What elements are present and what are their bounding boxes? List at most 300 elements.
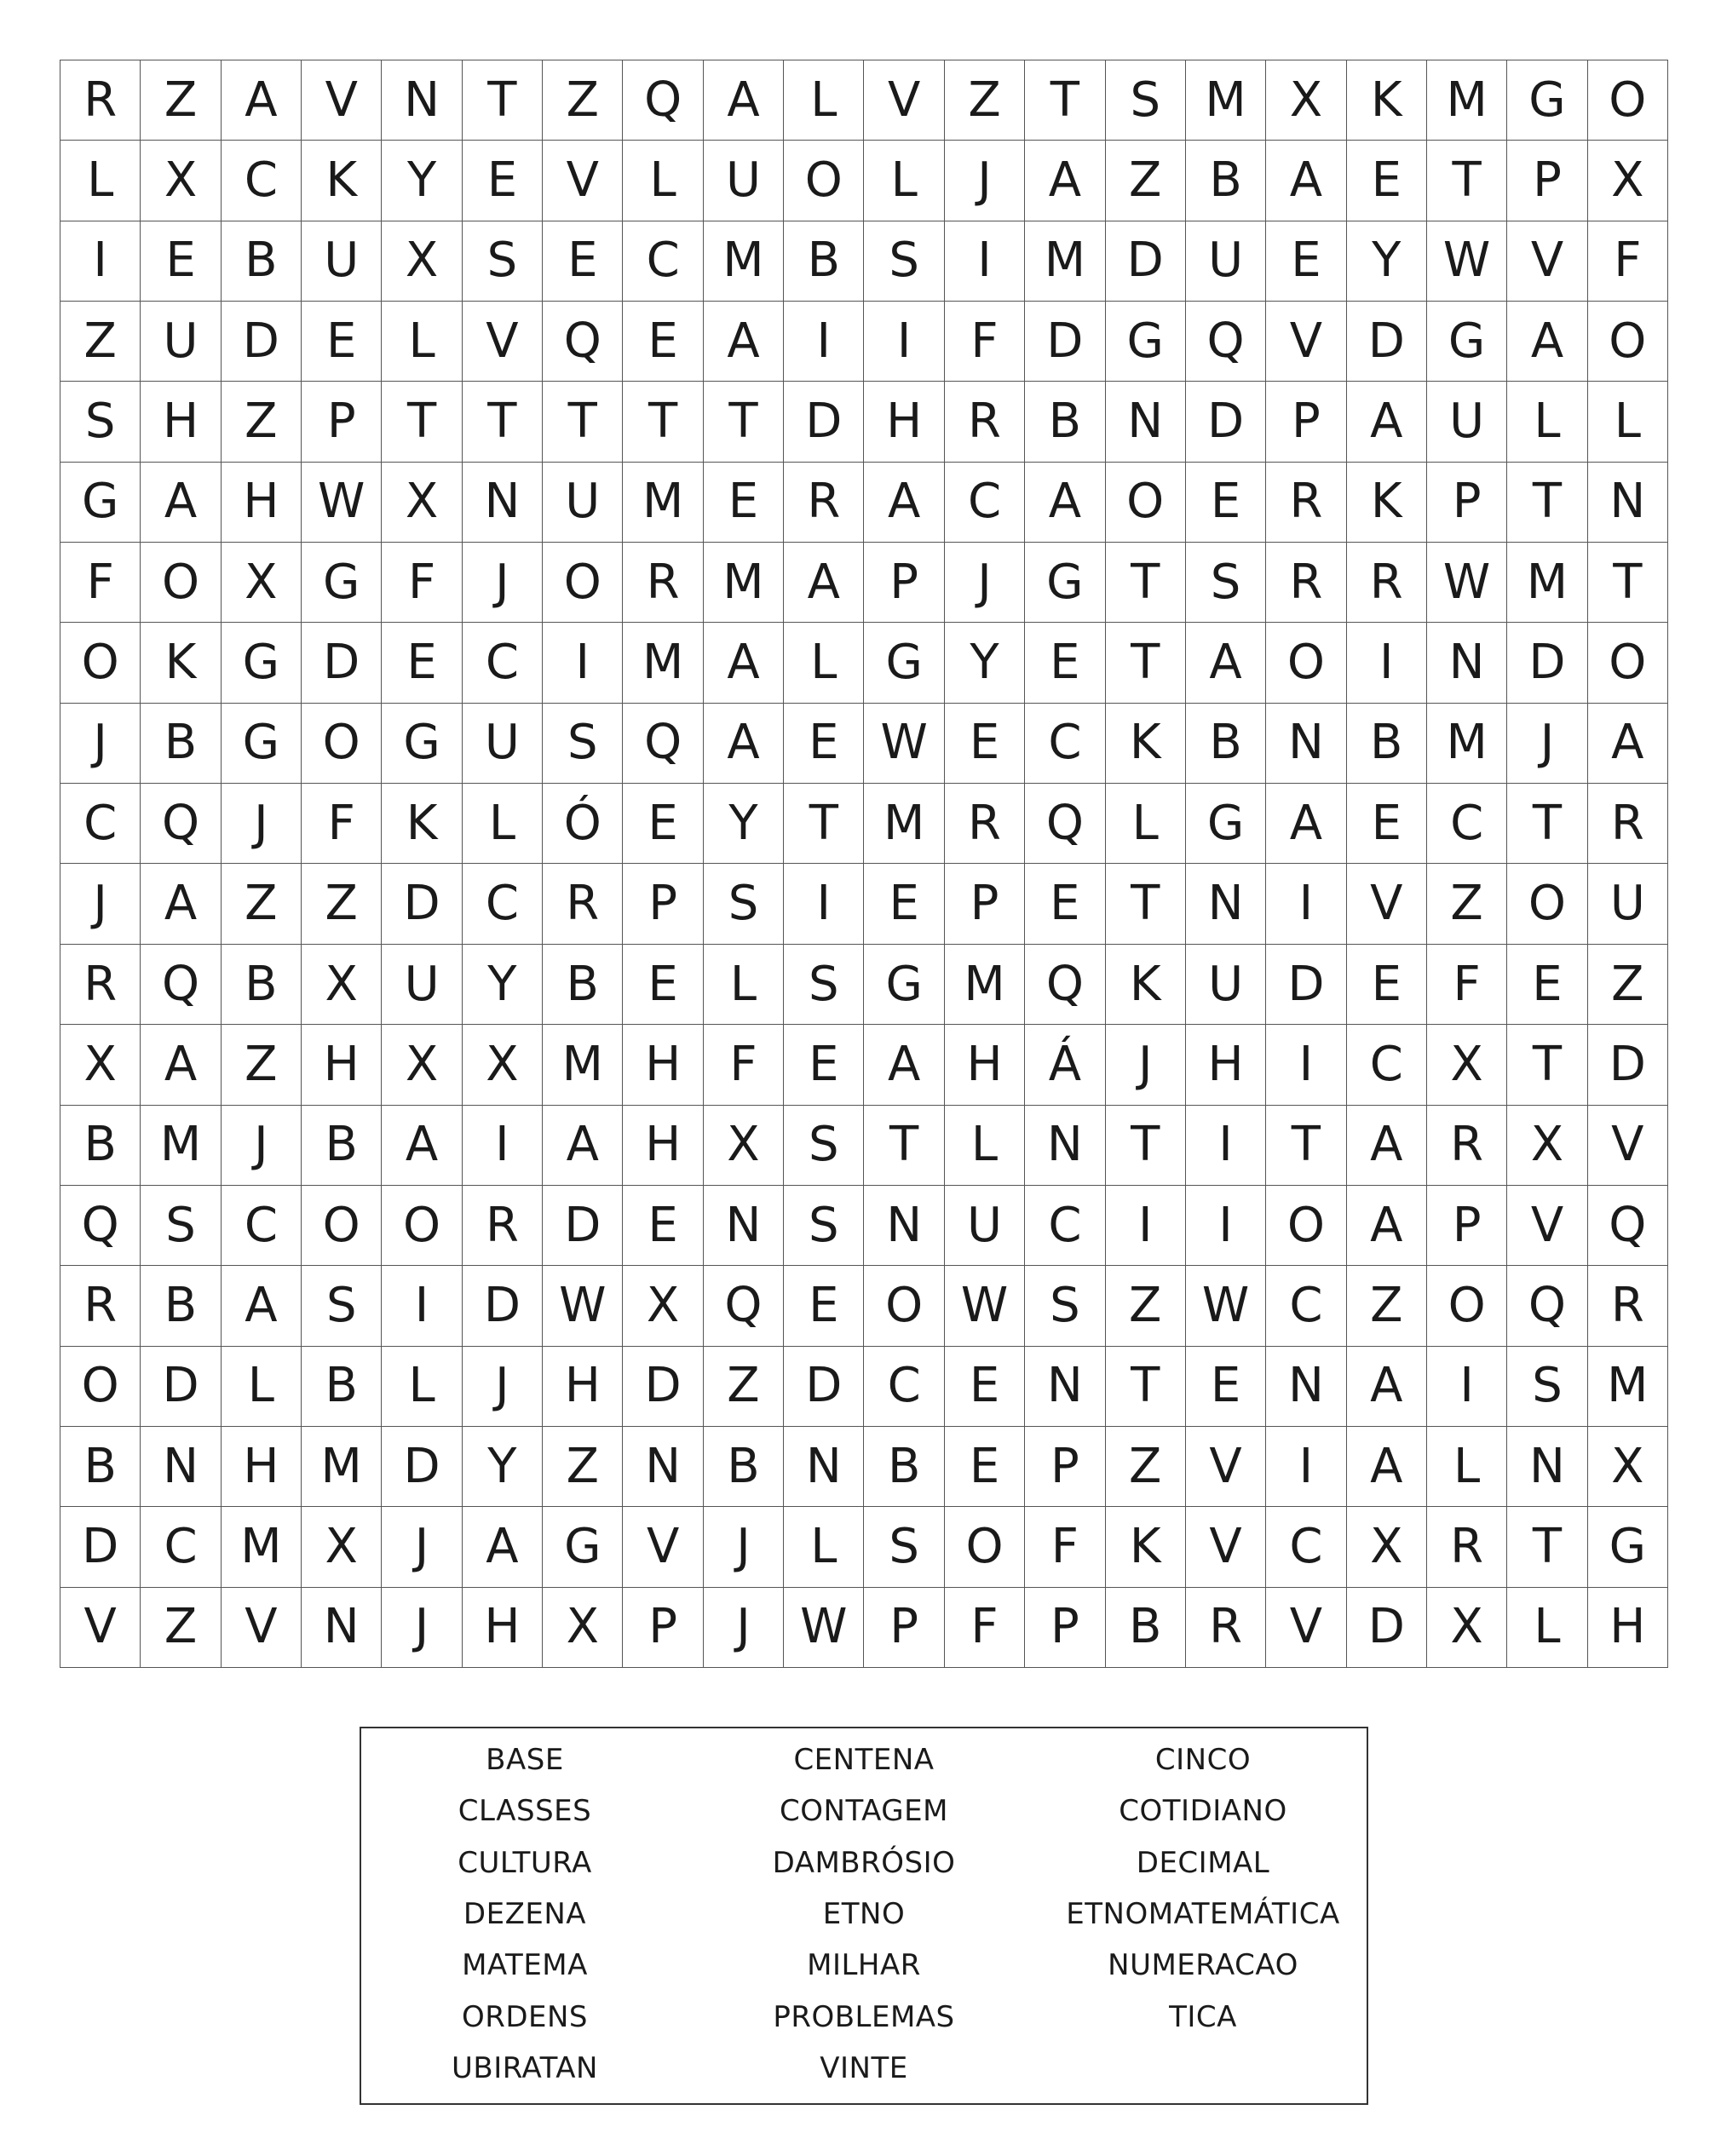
grid-cell[interactable]: S (864, 221, 944, 302)
grid-cell[interactable]: O (1266, 1186, 1346, 1266)
grid-cell[interactable]: X (382, 463, 462, 543)
grid-cell[interactable]: G (543, 1507, 623, 1587)
grid-cell[interactable]: N (784, 1427, 864, 1507)
grid-cell[interactable]: L (864, 141, 944, 221)
grid-cell[interactable]: J (945, 141, 1025, 221)
grid-cell[interactable]: T (623, 382, 703, 462)
grid-cell[interactable]: N (1025, 1106, 1105, 1186)
grid-cell[interactable]: A (1186, 623, 1266, 703)
grid-cell[interactable]: Q (704, 1266, 784, 1346)
grid-cell[interactable]: G (1186, 784, 1266, 864)
grid-cell[interactable]: I (60, 221, 141, 302)
grid-cell[interactable]: Q (141, 945, 221, 1025)
grid-cell[interactable]: Y (1347, 221, 1427, 302)
grid-cell[interactable]: Z (1106, 1427, 1186, 1507)
grid-cell[interactable]: A (1347, 1347, 1427, 1427)
grid-cell[interactable]: V (60, 1588, 141, 1668)
grid-cell[interactable]: K (1347, 463, 1427, 543)
grid-cell[interactable]: D (60, 1507, 141, 1587)
grid-cell[interactable]: E (382, 623, 462, 703)
grid-cell[interactable]: D (623, 1347, 703, 1427)
grid-cell[interactable]: Q (1025, 945, 1105, 1025)
grid-cell[interactable]: V (1186, 1427, 1266, 1507)
grid-cell[interactable]: M (1186, 60, 1266, 141)
grid-cell[interactable]: M (1025, 221, 1105, 302)
grid-cell[interactable]: A (1347, 1427, 1427, 1507)
grid-cell[interactable]: T (784, 784, 864, 864)
grid-cell[interactable]: I (382, 1266, 462, 1346)
grid-cell[interactable]: M (623, 623, 703, 703)
grid-cell[interactable]: A (1266, 141, 1346, 221)
grid-cell[interactable]: F (1025, 1507, 1105, 1587)
grid-cell[interactable]: D (382, 864, 462, 944)
grid-cell[interactable]: I (543, 623, 623, 703)
grid-cell[interactable]: E (945, 1347, 1025, 1427)
grid-cell[interactable]: N (704, 1186, 784, 1266)
grid-cell[interactable]: E (1186, 463, 1266, 543)
grid-cell[interactable]: M (1427, 704, 1507, 784)
grid-cell[interactable]: G (1025, 543, 1105, 623)
grid-cell[interactable]: B (1186, 141, 1266, 221)
grid-cell[interactable]: A (1266, 784, 1346, 864)
grid-cell[interactable]: A (141, 1025, 221, 1105)
grid-cell[interactable]: O (543, 543, 623, 623)
grid-cell[interactable]: G (1588, 1507, 1668, 1587)
grid-cell[interactable]: H (864, 382, 944, 462)
grid-cell[interactable]: I (1266, 1025, 1346, 1105)
grid-cell[interactable]: L (1588, 382, 1668, 462)
grid-cell[interactable]: B (302, 1106, 382, 1186)
grid-cell[interactable]: K (1106, 945, 1186, 1025)
grid-cell[interactable]: K (1347, 60, 1427, 141)
grid-cell[interactable]: E (864, 864, 944, 944)
grid-cell[interactable]: R (784, 463, 864, 543)
grid-cell[interactable]: R (1588, 784, 1668, 864)
grid-cell[interactable]: D (1588, 1025, 1668, 1105)
grid-cell[interactable]: F (1588, 221, 1668, 302)
grid-cell[interactable]: M (623, 463, 703, 543)
grid-cell[interactable]: L (60, 141, 141, 221)
grid-cell[interactable]: B (1025, 382, 1105, 462)
grid-cell[interactable]: F (704, 1025, 784, 1105)
grid-cell[interactable]: P (864, 1588, 944, 1668)
grid-cell[interactable]: V (1507, 221, 1587, 302)
grid-cell[interactable]: G (302, 543, 382, 623)
grid-cell[interactable]: M (1507, 543, 1587, 623)
grid-cell[interactable]: A (704, 623, 784, 703)
grid-cell[interactable]: Q (60, 1186, 141, 1266)
grid-cell[interactable]: T (1266, 1106, 1346, 1186)
grid-cell[interactable]: K (1106, 704, 1186, 784)
grid-cell[interactable]: E (1507, 945, 1587, 1025)
grid-cell[interactable]: D (1507, 623, 1587, 703)
grid-cell[interactable]: I (463, 1106, 543, 1186)
grid-cell[interactable]: X (1507, 1106, 1587, 1186)
grid-cell[interactable]: D (1025, 302, 1105, 382)
grid-cell[interactable]: N (1507, 1427, 1587, 1507)
grid-cell[interactable]: D (1347, 1588, 1427, 1668)
grid-cell[interactable]: Z (141, 1588, 221, 1668)
grid-cell[interactable]: X (1588, 141, 1668, 221)
grid-cell[interactable]: X (382, 1025, 462, 1105)
grid-cell[interactable]: C (1025, 704, 1105, 784)
grid-cell[interactable]: E (1025, 623, 1105, 703)
grid-cell[interactable]: J (382, 1507, 462, 1587)
grid-cell[interactable]: F (1427, 945, 1507, 1025)
grid-cell[interactable]: E (463, 141, 543, 221)
grid-cell[interactable]: E (623, 784, 703, 864)
grid-cell[interactable]: X (1427, 1025, 1507, 1105)
grid-cell[interactable]: M (302, 1427, 382, 1507)
grid-cell[interactable]: K (302, 141, 382, 221)
grid-cell[interactable]: X (141, 141, 221, 221)
grid-cell[interactable]: J (222, 784, 302, 864)
grid-cell[interactable]: N (1106, 382, 1186, 462)
grid-cell[interactable]: H (463, 1588, 543, 1668)
grid-cell[interactable]: O (864, 1266, 944, 1346)
grid-cell[interactable]: U (543, 463, 623, 543)
grid-cell[interactable]: U (141, 302, 221, 382)
grid-cell[interactable]: T (1507, 1507, 1587, 1587)
grid-cell[interactable]: I (784, 864, 864, 944)
grid-cell[interactable]: Y (463, 945, 543, 1025)
grid-cell[interactable]: U (463, 704, 543, 784)
grid-cell[interactable]: W (1427, 221, 1507, 302)
grid-cell[interactable]: I (1186, 1106, 1266, 1186)
grid-cell[interactable]: X (463, 1025, 543, 1105)
grid-cell[interactable]: H (141, 382, 221, 462)
grid-cell[interactable]: H (302, 1025, 382, 1105)
grid-cell[interactable]: N (382, 60, 462, 141)
grid-cell[interactable]: L (623, 141, 703, 221)
grid-cell[interactable]: X (222, 543, 302, 623)
grid-cell[interactable]: E (543, 221, 623, 302)
grid-cell[interactable]: V (222, 1588, 302, 1668)
grid-cell[interactable]: K (382, 784, 462, 864)
grid-cell[interactable]: T (1507, 463, 1587, 543)
grid-cell[interactable]: X (302, 1507, 382, 1587)
grid-cell[interactable]: L (1106, 784, 1186, 864)
grid-cell[interactable]: B (141, 704, 221, 784)
grid-cell[interactable]: Z (1427, 864, 1507, 944)
grid-cell[interactable]: U (1427, 382, 1507, 462)
grid-cell[interactable]: O (302, 704, 382, 784)
grid-cell[interactable]: Y (463, 1427, 543, 1507)
grid-cell[interactable]: Z (222, 382, 302, 462)
grid-cell[interactable]: V (463, 302, 543, 382)
grid-cell[interactable]: V (543, 141, 623, 221)
grid-cell[interactable]: Q (1025, 784, 1105, 864)
grid-cell[interactable]: C (864, 1347, 944, 1427)
grid-cell[interactable]: B (784, 221, 864, 302)
grid-cell[interactable]: T (1427, 141, 1507, 221)
grid-cell[interactable]: J (704, 1588, 784, 1668)
grid-cell[interactable]: P (945, 864, 1025, 944)
grid-cell[interactable]: P (1266, 382, 1346, 462)
grid-cell[interactable]: H (623, 1106, 703, 1186)
grid-cell[interactable]: D (1186, 382, 1266, 462)
grid-cell[interactable]: M (864, 784, 944, 864)
grid-cell[interactable]: R (1588, 1266, 1668, 1346)
grid-cell[interactable]: T (382, 382, 462, 462)
grid-cell[interactable]: Z (222, 1025, 302, 1105)
grid-cell[interactable]: B (1106, 1588, 1186, 1668)
grid-cell[interactable]: T (1588, 543, 1668, 623)
grid-cell[interactable]: Q (623, 60, 703, 141)
grid-cell[interactable]: O (1588, 302, 1668, 382)
grid-cell[interactable]: W (302, 463, 382, 543)
grid-cell[interactable]: I (1347, 623, 1427, 703)
grid-cell[interactable]: T (1106, 1347, 1186, 1427)
grid-cell[interactable]: R (1427, 1507, 1507, 1587)
grid-cell[interactable]: F (945, 302, 1025, 382)
grid-cell[interactable]: M (141, 1106, 221, 1186)
grid-cell[interactable]: L (945, 1106, 1025, 1186)
grid-cell[interactable]: V (1347, 864, 1427, 944)
grid-cell[interactable]: T (463, 60, 543, 141)
grid-cell[interactable]: T (1106, 1106, 1186, 1186)
grid-cell[interactable]: A (704, 302, 784, 382)
grid-cell[interactable]: A (1025, 463, 1105, 543)
grid-cell[interactable]: R (543, 864, 623, 944)
grid-cell[interactable]: R (1347, 543, 1427, 623)
grid-cell[interactable]: M (1588, 1347, 1668, 1427)
grid-cell[interactable]: V (623, 1507, 703, 1587)
grid-cell[interactable]: W (864, 704, 944, 784)
grid-cell[interactable]: E (1186, 1347, 1266, 1427)
grid-cell[interactable]: F (382, 543, 462, 623)
grid-cell[interactable]: I (945, 221, 1025, 302)
grid-cell[interactable]: Q (1588, 1186, 1668, 1266)
grid-cell[interactable]: R (60, 60, 141, 141)
grid-cell[interactable]: C (1347, 1025, 1427, 1105)
grid-cell[interactable]: L (784, 1507, 864, 1587)
grid-cell[interactable]: B (543, 945, 623, 1025)
grid-cell[interactable]: A (463, 1507, 543, 1587)
grid-cell[interactable]: M (222, 1507, 302, 1587)
grid-cell[interactable]: R (945, 784, 1025, 864)
grid-cell[interactable]: P (1025, 1588, 1105, 1668)
grid-cell[interactable]: I (864, 302, 944, 382)
grid-cell[interactable]: S (784, 1106, 864, 1186)
grid-cell[interactable]: A (1588, 704, 1668, 784)
grid-cell[interactable]: D (543, 1186, 623, 1266)
grid-cell[interactable]: W (945, 1266, 1025, 1346)
grid-cell[interactable]: S (463, 221, 543, 302)
grid-cell[interactable]: F (60, 543, 141, 623)
grid-cell[interactable]: F (945, 1588, 1025, 1668)
grid-cell[interactable]: G (864, 945, 944, 1025)
grid-cell[interactable]: C (141, 1507, 221, 1587)
grid-cell[interactable]: V (1266, 302, 1346, 382)
grid-cell[interactable]: S (864, 1507, 944, 1587)
grid-cell[interactable]: P (1427, 463, 1507, 543)
grid-cell[interactable]: O (1588, 623, 1668, 703)
grid-cell[interactable]: R (60, 1266, 141, 1346)
grid-cell[interactable]: I (1106, 1186, 1186, 1266)
grid-cell[interactable]: C (1266, 1507, 1346, 1587)
grid-cell[interactable]: T (1025, 60, 1105, 141)
grid-cell[interactable]: Z (1106, 1266, 1186, 1346)
grid-cell[interactable]: W (1186, 1266, 1266, 1346)
grid-cell[interactable]: E (623, 302, 703, 382)
grid-cell[interactable]: A (704, 60, 784, 141)
grid-cell[interactable]: S (543, 704, 623, 784)
grid-cell[interactable]: A (1507, 302, 1587, 382)
grid-cell[interactable]: H (222, 1427, 302, 1507)
grid-cell[interactable]: B (60, 1106, 141, 1186)
grid-cell[interactable]: C (60, 784, 141, 864)
grid-cell[interactable]: G (222, 623, 302, 703)
grid-cell[interactable]: G (1427, 302, 1507, 382)
grid-cell[interactable]: Z (543, 60, 623, 141)
grid-cell[interactable]: Z (543, 1427, 623, 1507)
grid-cell[interactable]: C (222, 1186, 302, 1266)
grid-cell[interactable]: M (704, 543, 784, 623)
grid-cell[interactable]: R (463, 1186, 543, 1266)
grid-cell[interactable]: X (382, 221, 462, 302)
grid-cell[interactable]: O (302, 1186, 382, 1266)
grid-cell[interactable]: O (945, 1507, 1025, 1587)
grid-cell[interactable]: N (1266, 704, 1346, 784)
grid-cell[interactable]: Z (1106, 141, 1186, 221)
grid-cell[interactable]: C (1025, 1186, 1105, 1266)
grid-cell[interactable]: S (302, 1266, 382, 1346)
grid-cell[interactable]: T (1507, 784, 1587, 864)
grid-cell[interactable]: D (784, 1347, 864, 1427)
grid-cell[interactable]: W (543, 1266, 623, 1346)
grid-cell[interactable]: N (1186, 864, 1266, 944)
grid-cell[interactable]: X (1266, 60, 1346, 141)
grid-cell[interactable]: D (463, 1266, 543, 1346)
grid-cell[interactable]: S (704, 864, 784, 944)
grid-cell[interactable]: N (1588, 463, 1668, 543)
grid-cell[interactable]: U (1588, 864, 1668, 944)
grid-cell[interactable]: Z (141, 60, 221, 141)
grid-cell[interactable]: S (1106, 60, 1186, 141)
grid-cell[interactable]: Z (222, 864, 302, 944)
grid-cell[interactable]: B (1347, 704, 1427, 784)
grid-cell[interactable]: A (864, 1025, 944, 1105)
grid-cell[interactable]: O (1427, 1266, 1507, 1346)
grid-cell[interactable]: V (302, 60, 382, 141)
grid-cell[interactable]: N (141, 1427, 221, 1507)
grid-cell[interactable]: U (302, 221, 382, 302)
grid-cell[interactable]: G (60, 463, 141, 543)
grid-cell[interactable]: C (1427, 784, 1507, 864)
grid-cell[interactable]: S (1507, 1347, 1587, 1427)
grid-cell[interactable]: T (864, 1106, 944, 1186)
grid-cell[interactable]: J (222, 1106, 302, 1186)
grid-cell[interactable]: Z (704, 1347, 784, 1427)
grid-cell[interactable]: E (784, 1266, 864, 1346)
grid-cell[interactable]: R (945, 382, 1025, 462)
grid-cell[interactable]: P (623, 864, 703, 944)
grid-cell[interactable]: Z (60, 302, 141, 382)
grid-cell[interactable]: R (1186, 1588, 1266, 1668)
grid-cell[interactable]: A (222, 1266, 302, 1346)
grid-cell[interactable]: C (222, 141, 302, 221)
grid-cell[interactable]: A (141, 864, 221, 944)
grid-cell[interactable]: Z (302, 864, 382, 944)
grid-cell[interactable]: E (784, 1025, 864, 1105)
grid-cell[interactable]: R (1266, 543, 1346, 623)
grid-cell[interactable]: E (623, 945, 703, 1025)
grid-cell[interactable]: R (1266, 463, 1346, 543)
grid-cell[interactable]: M (945, 945, 1025, 1025)
grid-cell[interactable]: S (1186, 543, 1266, 623)
grid-cell[interactable]: D (784, 382, 864, 462)
grid-cell[interactable]: T (1507, 1025, 1587, 1105)
grid-cell[interactable]: V (1507, 1186, 1587, 1266)
grid-cell[interactable]: P (1507, 141, 1587, 221)
grid-cell[interactable]: B (141, 1266, 221, 1346)
grid-cell[interactable]: J (945, 543, 1025, 623)
grid-cell[interactable]: S (141, 1186, 221, 1266)
grid-cell[interactable]: A (543, 1106, 623, 1186)
grid-cell[interactable]: A (784, 543, 864, 623)
grid-cell[interactable]: A (141, 463, 221, 543)
grid-cell[interactable]: O (1588, 60, 1668, 141)
grid-cell[interactable]: M (704, 221, 784, 302)
grid-cell[interactable]: X (1347, 1507, 1427, 1587)
grid-cell[interactable]: U (945, 1186, 1025, 1266)
grid-cell[interactable]: X (704, 1106, 784, 1186)
grid-cell[interactable]: X (60, 1025, 141, 1105)
grid-cell[interactable]: D (141, 1347, 221, 1427)
grid-cell[interactable]: I (1186, 1186, 1266, 1266)
grid-cell[interactable]: L (222, 1347, 302, 1427)
grid-cell[interactable]: G (1106, 302, 1186, 382)
grid-cell[interactable]: E (945, 1427, 1025, 1507)
grid-cell[interactable]: Q (1507, 1266, 1587, 1346)
grid-cell[interactable]: O (1507, 864, 1587, 944)
grid-cell[interactable]: P (1025, 1427, 1105, 1507)
grid-cell[interactable]: V (1588, 1106, 1668, 1186)
grid-cell[interactable]: G (382, 704, 462, 784)
grid-cell[interactable]: O (1106, 463, 1186, 543)
grid-cell[interactable]: D (1106, 221, 1186, 302)
grid-cell[interactable]: O (141, 543, 221, 623)
grid-cell[interactable]: E (1347, 784, 1427, 864)
grid-cell[interactable]: O (382, 1186, 462, 1266)
grid-cell[interactable]: A (382, 1106, 462, 1186)
grid-cell[interactable]: I (1266, 1427, 1346, 1507)
grid-cell[interactable]: H (623, 1025, 703, 1105)
grid-cell[interactable]: M (1427, 60, 1507, 141)
grid-cell[interactable]: L (1507, 1588, 1587, 1668)
grid-cell[interactable]: H (222, 463, 302, 543)
grid-cell[interactable]: R (60, 945, 141, 1025)
grid-cell[interactable]: L (704, 945, 784, 1025)
grid-cell[interactable]: I (784, 302, 864, 382)
grid-cell[interactable]: P (623, 1588, 703, 1668)
grid-cell[interactable]: N (302, 1588, 382, 1668)
grid-cell[interactable]: U (1186, 945, 1266, 1025)
grid-cell[interactable]: B (704, 1427, 784, 1507)
grid-cell[interactable]: L (784, 623, 864, 703)
grid-cell[interactable]: T (543, 382, 623, 462)
grid-cell[interactable]: P (1427, 1186, 1507, 1266)
grid-cell[interactable]: S (60, 382, 141, 462)
grid-cell[interactable]: N (1025, 1347, 1105, 1427)
grid-cell[interactable]: A (1347, 382, 1427, 462)
grid-cell[interactable]: L (463, 784, 543, 864)
grid-cell[interactable]: I (1266, 864, 1346, 944)
grid-cell[interactable]: Q (623, 704, 703, 784)
grid-cell[interactable]: S (784, 1186, 864, 1266)
grid-cell[interactable]: E (141, 221, 221, 302)
